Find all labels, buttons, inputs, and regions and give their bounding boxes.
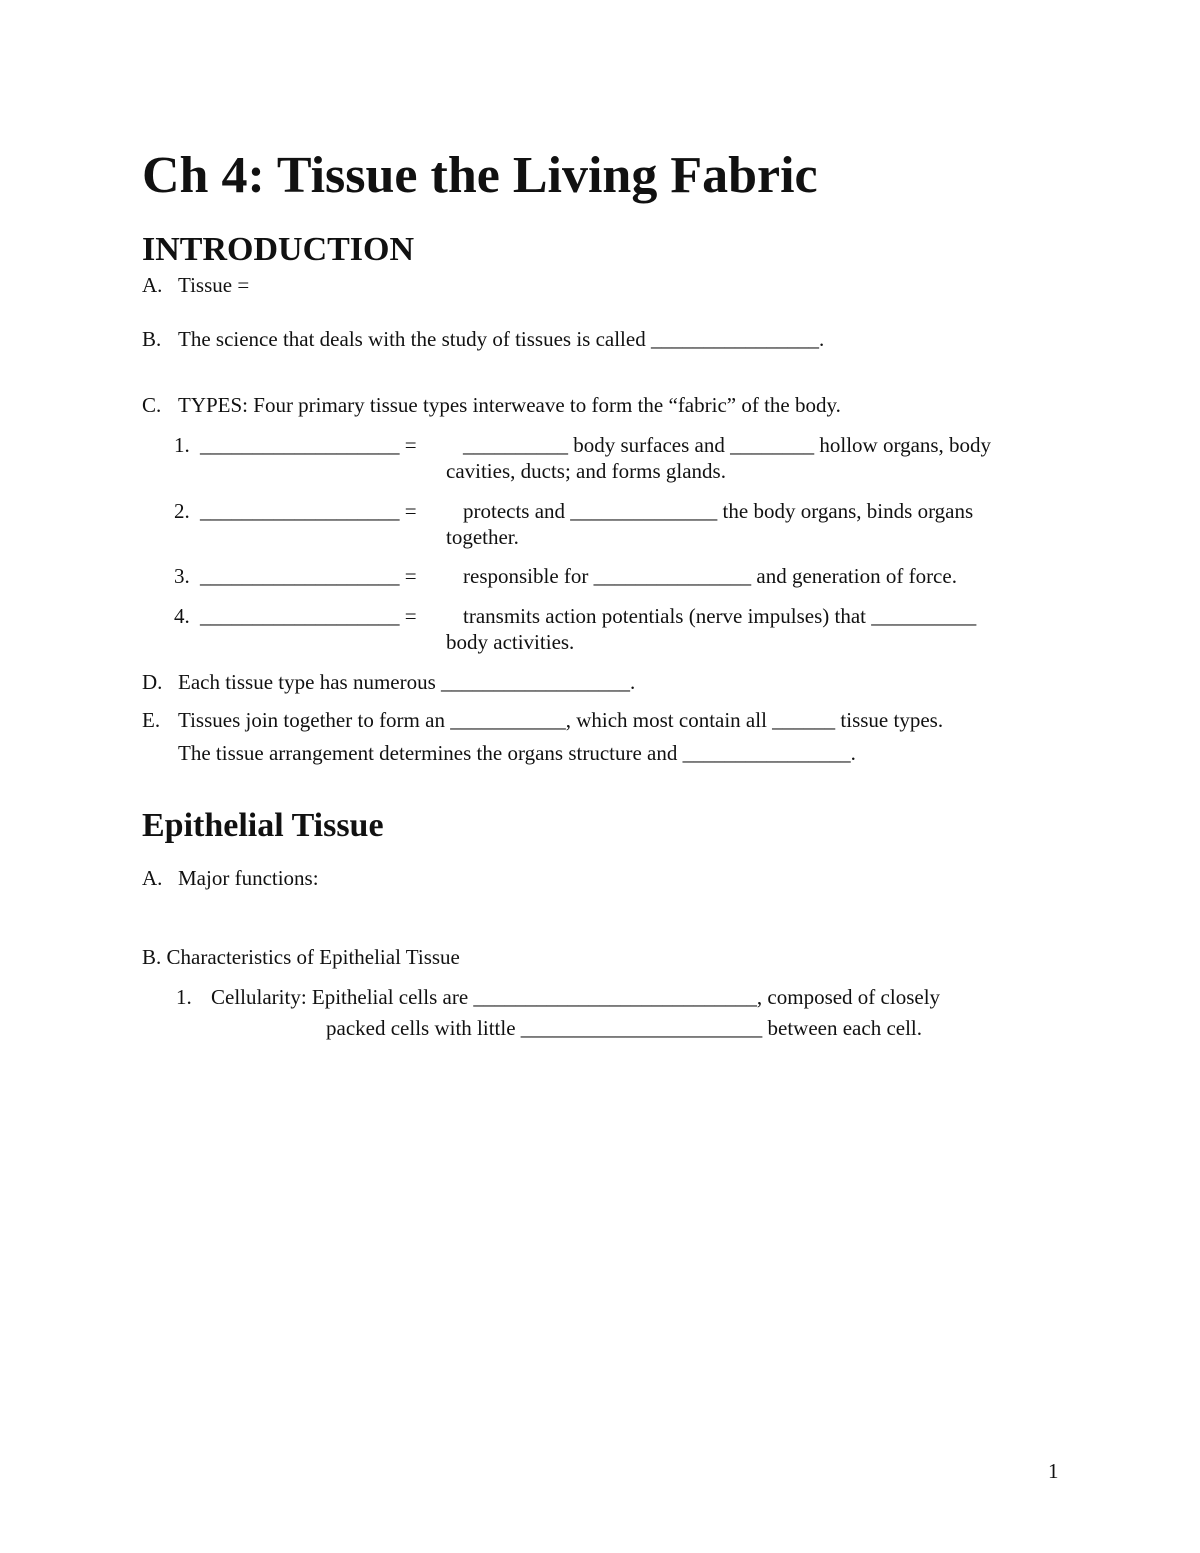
item-text: The science that deals with the study of tissues is called ________________. — [178, 327, 825, 351]
item-number: 1. — [176, 985, 192, 1009]
list-item: B. Characteristics of Epithelial Tissue — [142, 945, 460, 969]
item-text: responsible for _______________ and generation of force. — [463, 564, 957, 588]
item-text: Tissue = — [178, 273, 250, 297]
fill-in-blank: ___________________ = — [200, 564, 417, 588]
item-number: 1. — [174, 433, 190, 457]
item-text: Cellularity: Epithelial cells are ___________________________, composed of closely — [211, 985, 941, 1009]
item-continuation: packed cells with little _______________________ between each cell. — [326, 1016, 923, 1040]
fill-in-blank: ___________________ = — [200, 499, 417, 523]
page-title: Ch 4: Tissue the Living Fabric — [142, 147, 818, 204]
item-number: 4. — [174, 604, 190, 628]
item-text: __________ body surfaces and ________ hollow organs, body — [463, 433, 992, 457]
item-text: Tissues join together to form an ___________, which most contain all ______ tissue types. — [178, 708, 944, 732]
item-label: D. — [142, 670, 163, 694]
item-text: TYPES: Four primary tissue types interweave to form the “fabric” of the body. — [178, 393, 841, 417]
item-label: C. — [142, 393, 162, 417]
section-heading-epithelial: Epithelial Tissue — [142, 807, 384, 844]
page-number: 1 — [1048, 1459, 1059, 1483]
item-continuation: body activities. — [446, 630, 575, 654]
item-label: E. — [142, 708, 161, 732]
item-label: A. — [142, 273, 163, 297]
item-number: 3. — [174, 564, 190, 588]
section-heading-introduction: INTRODUCTION — [142, 231, 415, 268]
item-continuation: The tissue arrangement determines the organs structure and ________________. — [178, 741, 856, 765]
item-text: protects and ______________ the body organs, binds organs — [463, 499, 974, 523]
item-text: Each tissue type has numerous __________________. — [178, 670, 636, 694]
item-number: 2. — [174, 499, 190, 523]
item-label: A. — [142, 866, 163, 890]
item-text: Major functions: — [178, 866, 319, 890]
item-text: transmits action potentials (nerve impulses) that __________ — [463, 604, 977, 628]
item-label: B. — [142, 327, 162, 351]
fill-in-blank: ___________________ = — [200, 604, 417, 628]
fill-in-blank: ___________________ = — [200, 433, 417, 457]
item-continuation: cavities, ducts; and forms glands. — [446, 459, 726, 483]
item-continuation: together. — [446, 525, 519, 549]
